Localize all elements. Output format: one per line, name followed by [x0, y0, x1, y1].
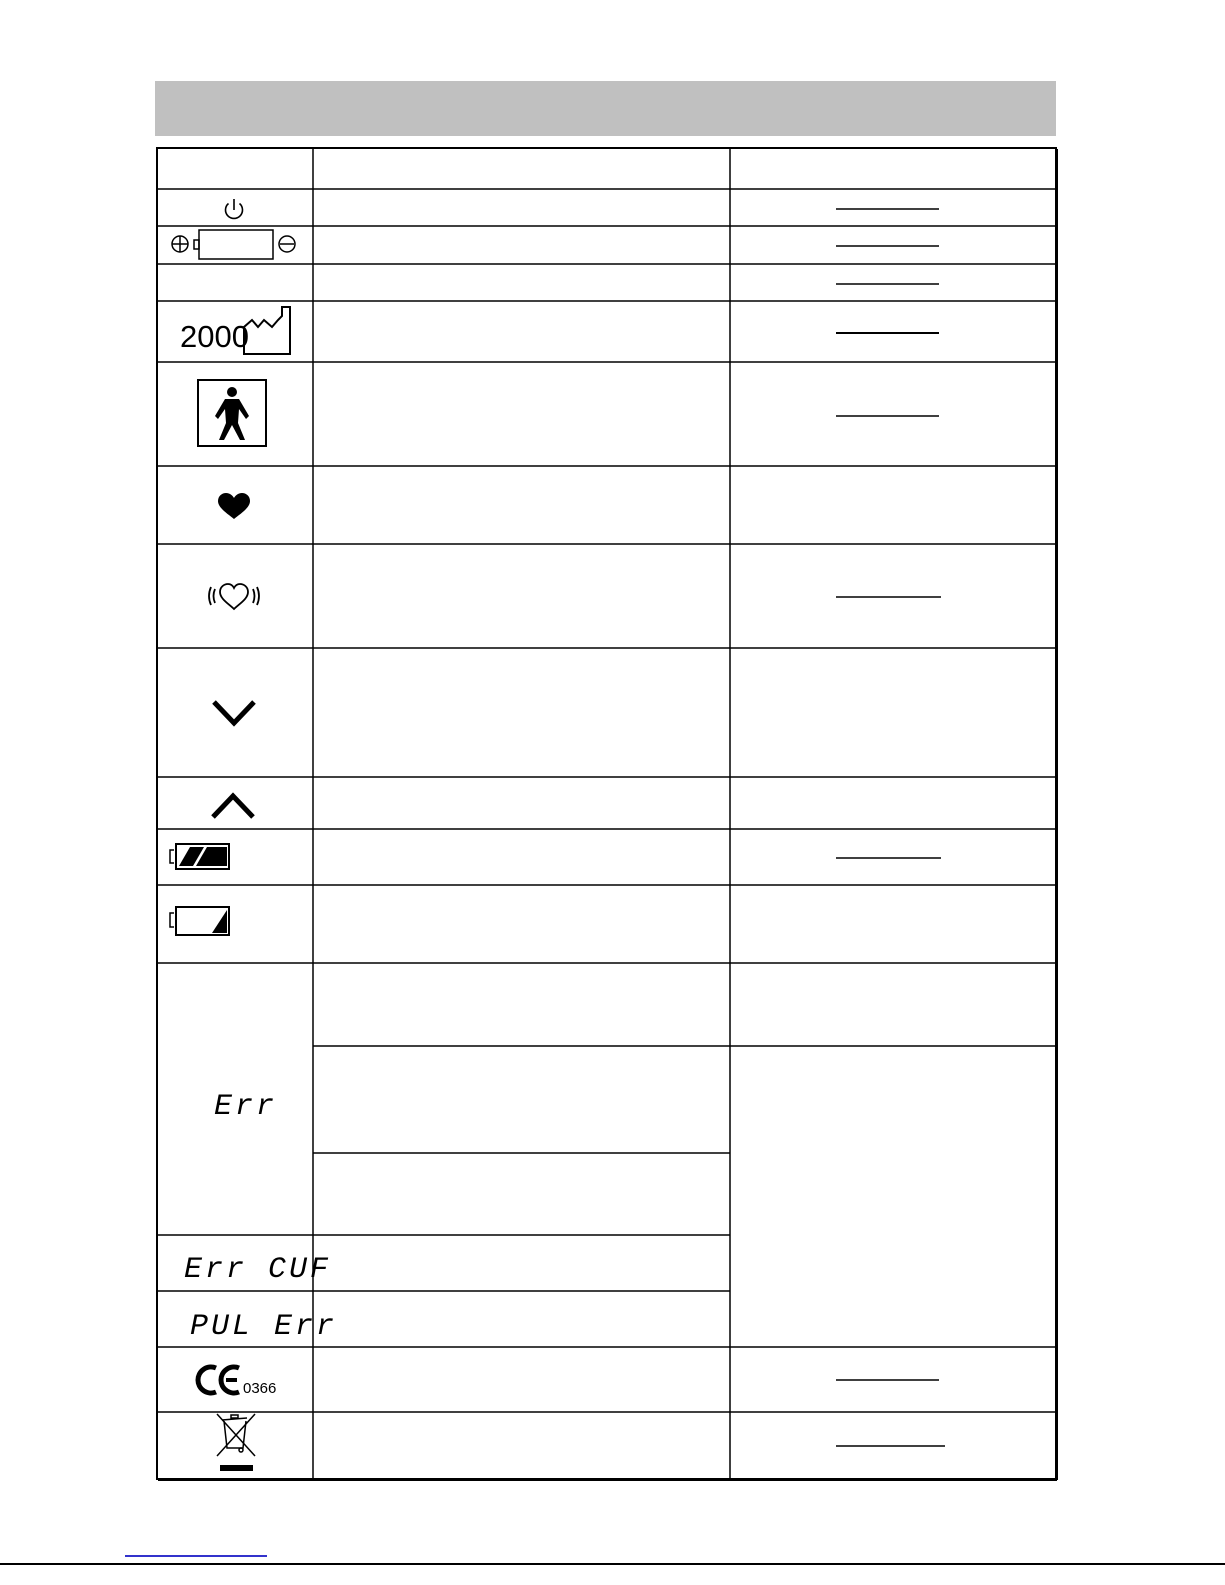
error-code-err: Err	[214, 1090, 278, 1124]
chevron-down-icon	[214, 702, 254, 723]
ce-mark-icon	[198, 1367, 276, 1397]
footer-rule	[0, 1563, 1225, 1565]
battery-full-icon	[170, 844, 229, 869]
manufacture-year: 2000	[180, 319, 249, 354]
weee-bin-icon	[217, 1414, 255, 1471]
error-code-err-cuf: Err CUF	[184, 1253, 332, 1287]
battery-low-icon	[170, 907, 229, 935]
manufacture-date-icon	[180, 307, 290, 354]
chevron-up-icon	[213, 796, 253, 817]
error-code-pul-err: PUL Err	[190, 1310, 338, 1344]
heart-icon	[218, 493, 250, 519]
row-dividers	[157, 189, 1056, 1412]
value-underlines	[836, 209, 945, 1446]
irregular-heartbeat-icon	[209, 584, 259, 609]
type-bf-applied-part-icon	[198, 380, 266, 446]
footer-link-underline[interactable]	[125, 1555, 267, 1557]
notified-body-number: 0366	[243, 1380, 277, 1397]
battery-polarity-icon	[172, 230, 295, 259]
power-button-icon	[226, 199, 243, 218]
